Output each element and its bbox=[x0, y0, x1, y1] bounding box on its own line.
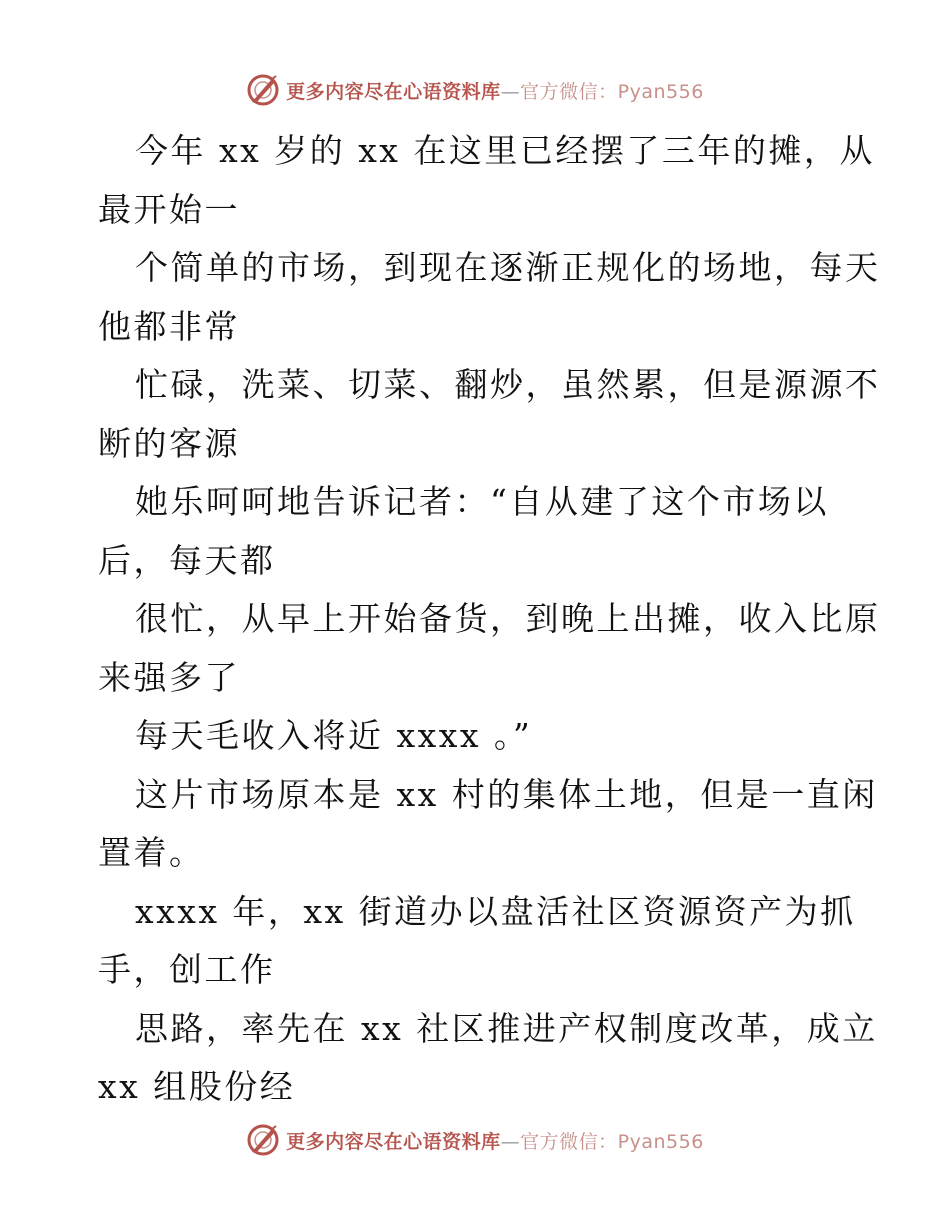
footer-banner-text bbox=[286, 1127, 704, 1154]
footer-banner-tail: 官方微信：Pyan556 bbox=[520, 1130, 704, 1153]
body-line: 今年 xx 岁的 xx 在这里已经摆了三年的摊，从 bbox=[135, 131, 875, 170]
body-line: 很忙，从早上开始备货，到晚上出摊，收入比原 bbox=[135, 599, 881, 638]
header-banner-tail: 官方微信：Pyan556 bbox=[520, 80, 704, 103]
body-line: 这片市场原本是 xx 村的集体土地，但是一直闲 bbox=[135, 774, 878, 814]
body-line: 后，每天都 bbox=[98, 540, 276, 580]
body-line: xxxx 年，xx 街道办以盘活社区资源资产为抓 bbox=[135, 891, 856, 931]
body-line: 断的客源 bbox=[98, 423, 240, 463]
quill-pen-logo-icon bbox=[246, 1123, 280, 1157]
footer-banner bbox=[0, 1120, 950, 1160]
footer-banner-dash: — bbox=[500, 1130, 521, 1153]
body-line: 最开始一 bbox=[98, 189, 240, 229]
body-line: 置着。 bbox=[98, 833, 205, 872]
body-line: 个简单的市场，到现在逐渐正规化的场地，每天 bbox=[135, 248, 881, 287]
body-line: 来强多了 bbox=[98, 657, 240, 697]
header-banner-text bbox=[286, 77, 704, 104]
quill-pen-logo-icon bbox=[246, 73, 280, 107]
body-line: 她乐呵呵地告诉记者：“自从建了这个市场以 bbox=[135, 482, 829, 521]
body-line: 每天毛收入将近 xxxx 。” bbox=[135, 716, 533, 755]
body-line: 忙碌，洗菜、切菜、翻炒，虽然累，但是源源不 bbox=[135, 365, 881, 404]
header-banner-main: 更多内容尽在心语资料库 bbox=[286, 80, 501, 103]
body-line: 手，创工作 bbox=[98, 950, 276, 989]
document-body bbox=[98, 122, 881, 1117]
footer-banner-main: 更多内容尽在心语资料库 bbox=[286, 1130, 501, 1153]
body-line: xx 组股份经 bbox=[98, 1067, 296, 1106]
header-banner bbox=[0, 70, 950, 110]
body-line: 他都非常 bbox=[98, 306, 240, 346]
body-line: 思路，率先在 xx 社区推进产权制度改革，成立 bbox=[135, 1008, 878, 1048]
header-banner-dash: — bbox=[500, 80, 521, 103]
